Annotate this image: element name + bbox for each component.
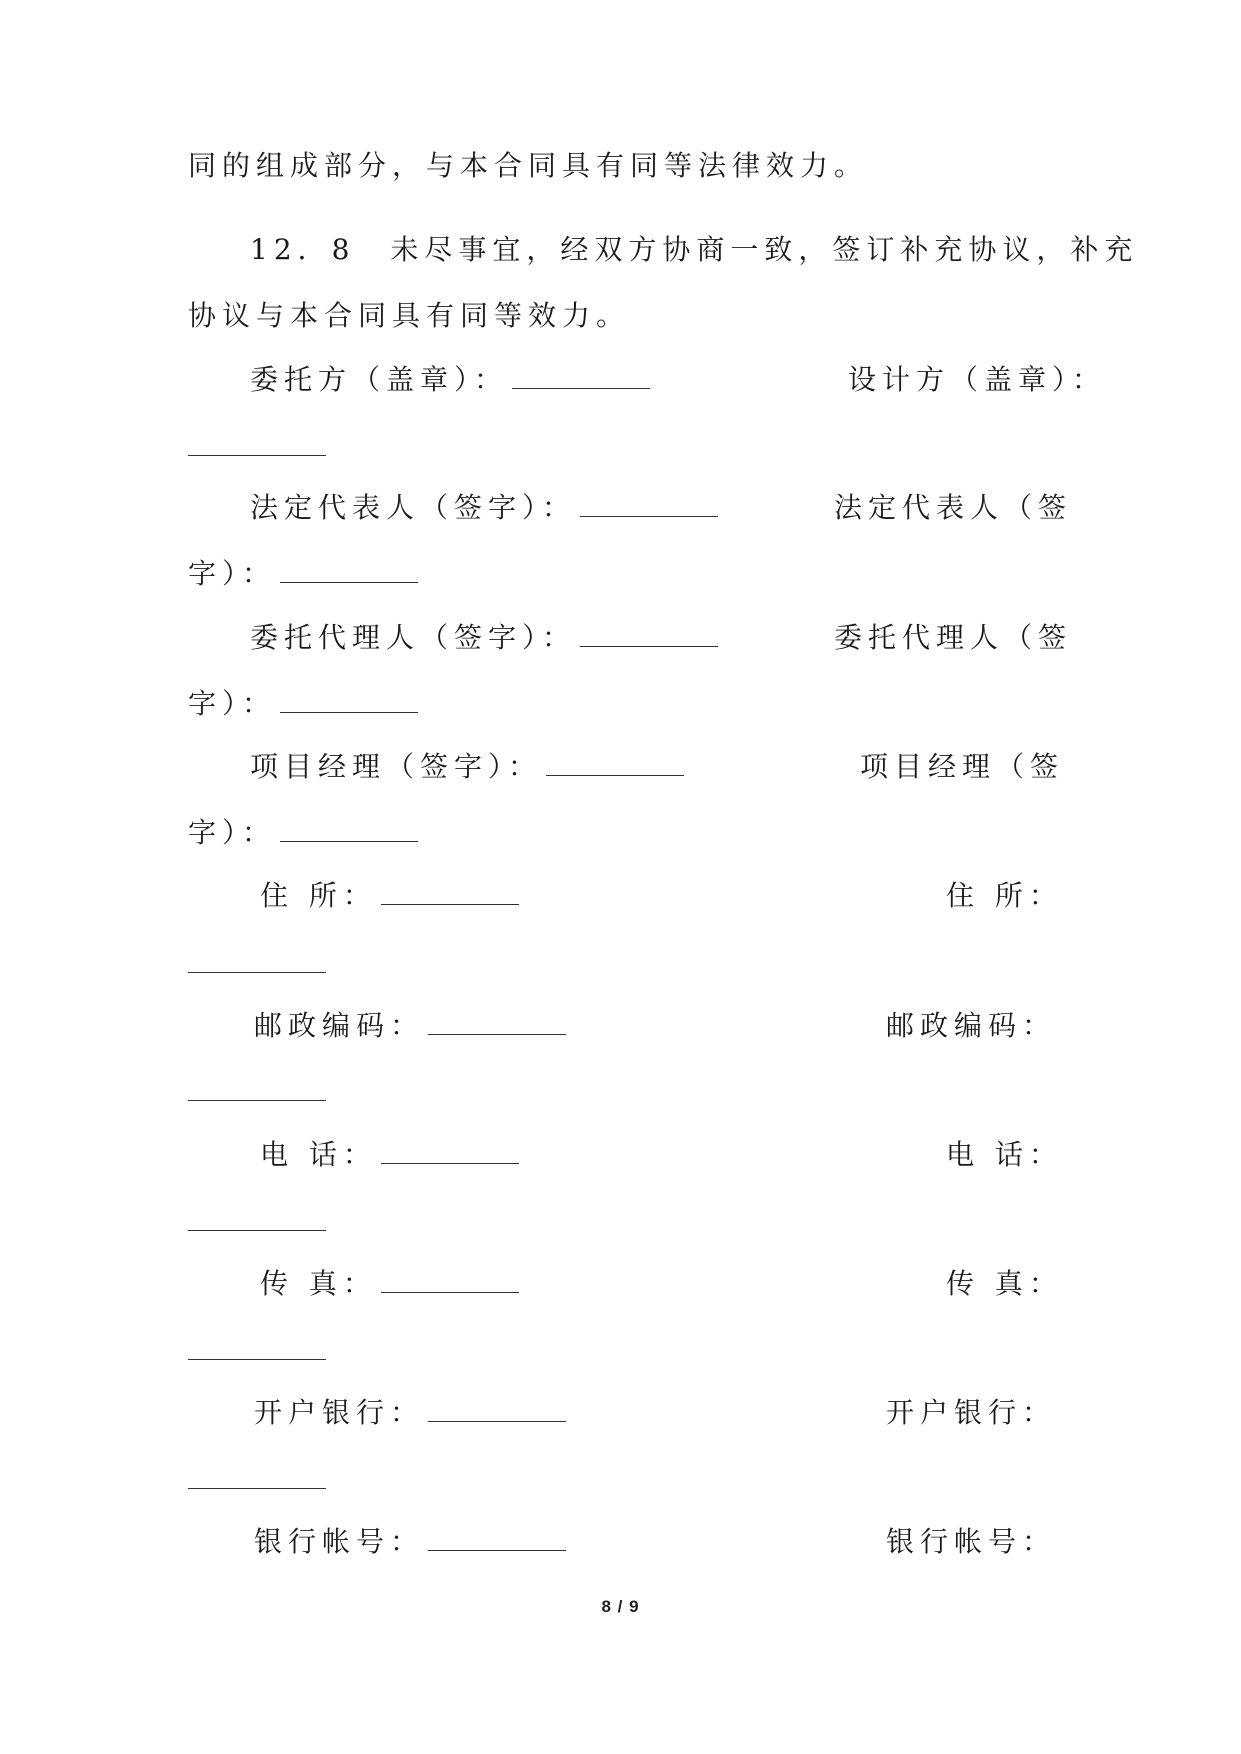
bank-right-label: 开户银行： — [886, 1396, 1057, 1429]
client-seal-label: 委托方（盖章）： — [250, 363, 509, 396]
designer-seal-label: 设计方（盖章）： — [848, 363, 1107, 396]
account-left-label: 银行帐号： — [254, 1525, 425, 1558]
address-left-blank — [381, 878, 519, 905]
address-left-field — [260, 878, 519, 914]
clause-text: 未尽事宜，经双方协商一致，签订补充协议，补充 — [390, 233, 1139, 266]
agent-right-label: 委托代理人（签 — [834, 621, 1073, 654]
agent-left-field — [250, 620, 718, 656]
phone-right-label: 电 话： — [946, 1138, 1063, 1171]
fax-right-label: 传 真： — [946, 1267, 1063, 1300]
fax-left-field — [260, 1266, 519, 1302]
address-right-label: 住 所： — [946, 879, 1063, 912]
legal-rep-left-field — [250, 490, 718, 526]
account-left-blank — [428, 1524, 566, 1551]
bank-right-blank — [188, 1488, 326, 1489]
address-right-blank — [188, 972, 326, 973]
agent-right-label-cont: 字）： — [188, 687, 277, 720]
phone-right-blank — [188, 1230, 326, 1231]
legal-rep-left-blank — [580, 490, 718, 517]
paragraph-line: 同的组成部分，与本合同具有同等法律效力。 — [188, 149, 869, 182]
client-seal-field — [250, 362, 650, 398]
fax-left-label: 传 真： — [260, 1267, 377, 1300]
agent-left-label: 委托代理人（签字）： — [250, 621, 577, 654]
legal-rep-left-label: 法定代表人（签字）： — [250, 491, 577, 524]
agent-left-blank — [580, 620, 718, 647]
pm-left-blank — [546, 749, 684, 776]
clause-number: 12．8 — [250, 233, 356, 266]
account-right-label: 银行帐号： — [886, 1525, 1057, 1558]
postcode-right-blank — [188, 1100, 326, 1101]
pm-right-field — [188, 815, 418, 851]
phone-left-blank — [381, 1137, 519, 1164]
designer-seal-blank — [188, 455, 326, 456]
client-seal-blank — [512, 362, 650, 389]
postcode-left-label: 邮政编码： — [254, 1009, 425, 1042]
pm-right-label: 项目经理（签 — [860, 750, 1065, 783]
postcode-left-field — [254, 1008, 566, 1044]
page-number: 8 / 9 — [601, 1597, 640, 1616]
bank-left-blank — [428, 1395, 566, 1422]
paragraph-line: 协议与本合同具有同等效力。 — [188, 299, 631, 332]
bank-left-label: 开户银行： — [254, 1396, 425, 1429]
pm-left-label: 项目经理（签字）： — [250, 750, 543, 783]
fax-left-blank — [381, 1266, 519, 1293]
account-left-field — [254, 1524, 566, 1560]
legal-rep-right-blank — [280, 556, 418, 583]
postcode-left-blank — [428, 1008, 566, 1035]
postcode-right-label: 邮政编码： — [886, 1009, 1057, 1042]
legal-rep-right-label: 法定代表人（签 — [834, 491, 1073, 524]
agent-right-blank — [280, 686, 418, 713]
phone-left-label: 电 话： — [260, 1138, 377, 1171]
phone-left-field — [260, 1137, 519, 1173]
clause-12-8 — [250, 232, 1138, 268]
pm-left-field — [250, 749, 684, 785]
address-left-label: 住 所： — [260, 879, 377, 912]
pm-right-blank — [280, 815, 418, 842]
fax-right-blank — [188, 1359, 326, 1360]
agent-right-field — [188, 686, 418, 722]
bank-left-field — [254, 1395, 566, 1431]
pm-right-label-cont: 字）： — [188, 816, 277, 849]
legal-rep-right-label-cont: 字）： — [188, 557, 277, 590]
legal-rep-right-field — [188, 556, 418, 592]
